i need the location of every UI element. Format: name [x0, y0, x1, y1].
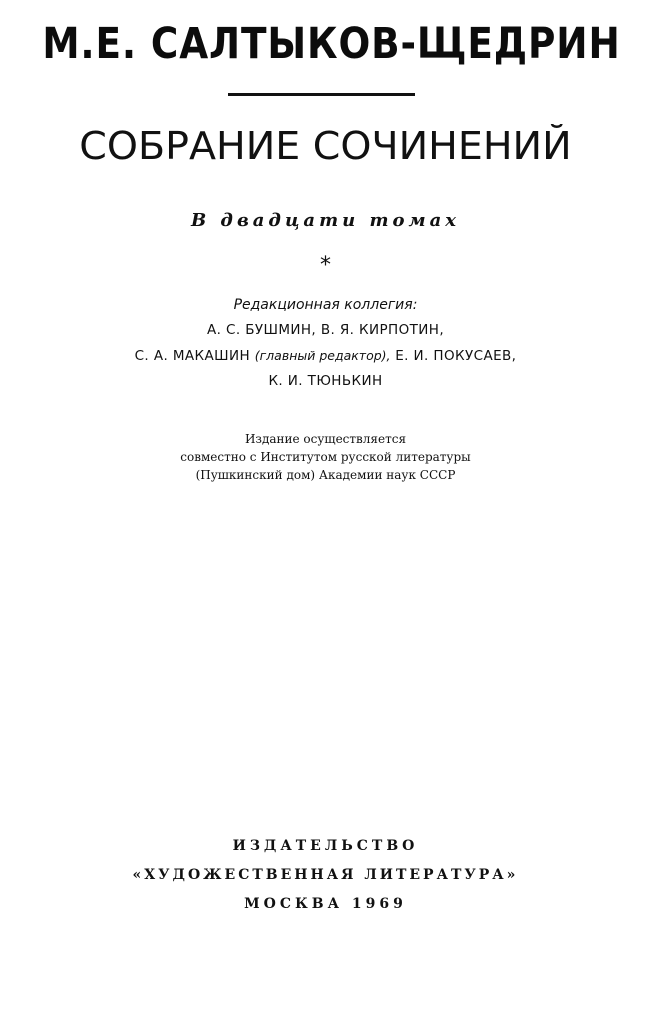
title-divider	[228, 93, 415, 96]
editor-name-makashin: С. А. МАКАШИН	[134, 348, 251, 364]
collection-title: СОБРАНИЕ СОЧИНЕНИЙ	[79, 124, 572, 168]
publisher-label: ИЗДАТЕЛЬСТВО	[232, 838, 419, 854]
chief-editor-role: (главный редактор),	[254, 348, 391, 363]
editor-name-pokusaev: Е. И. ПОКУСАЕВ,	[395, 348, 517, 364]
author-name: М.Е. САЛТЫКОВ-ЩЕДРИН	[42, 19, 621, 69]
editorial-board-line-2	[0, 346, 651, 366]
asterisk-ornament: *	[320, 253, 331, 278]
editorial-board-line-1: А. С. БУШМИН, В. Я. КИРПОТИН,	[206, 322, 445, 338]
publication-note-line-2: совместно с Институтом русской литературы	[180, 450, 471, 464]
publication-note-line-1: Издание осуществляется	[244, 432, 407, 446]
editorial-board-line-3: К. И. ТЮНЬКИН	[268, 373, 383, 389]
editorial-board-label: Редакционная коллегия:	[233, 297, 418, 313]
city-year: МОСКВА 1969	[244, 896, 407, 912]
publisher-name: «ХУДОЖЕСТВЕННАЯ ЛИТЕРАТУРА»	[132, 867, 519, 883]
volume-count: В двадцати томах	[190, 210, 461, 231]
publication-note-line-3: (Пушкинский дом) Академии наук СССР	[195, 468, 456, 482]
